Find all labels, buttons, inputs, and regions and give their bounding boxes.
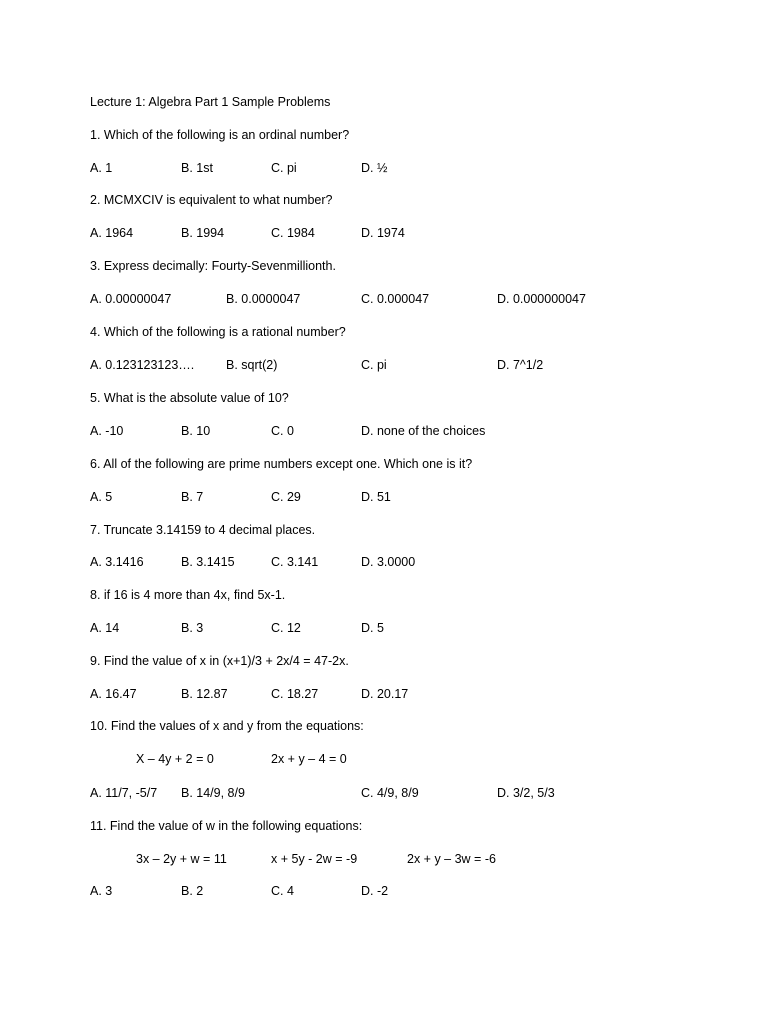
- q3-choice-d: D. 0.000000047: [497, 292, 586, 306]
- q9-choice-d: D. 20.17: [361, 687, 409, 701]
- q6-choice-d: D. 51: [361, 490, 391, 504]
- q11-equation-1: 3x – 2y + w = 11: [136, 852, 227, 866]
- q2-choice-c: C. 1984: [271, 226, 315, 240]
- question-6: 6. All of the following are prime numbers except one. Which one is it?: [90, 457, 473, 471]
- q10-choice-c: C. 4/9, 8/9: [361, 786, 419, 800]
- q1-choice-d: D. ½: [361, 161, 388, 175]
- question-7: 7. Truncate 3.14159 to 4 decimal places.: [90, 523, 316, 537]
- q9-choice-a: A. 16.47: [90, 687, 137, 701]
- q10-equation-1: X – 4y + 2 = 0: [136, 752, 214, 766]
- q11-equation-2: x + 5y - 2w = -9: [271, 852, 358, 866]
- q8-choice-a: A. 14: [90, 621, 120, 635]
- q2-choice-d: D. 1974: [361, 226, 405, 240]
- question-11: 11. Find the value of w in the following equations:: [90, 819, 363, 833]
- q7-choice-c: C. 3.141: [271, 555, 319, 569]
- q10-choice-d: D. 3/2, 5/3: [497, 786, 555, 800]
- q11-choice-c: C. 4: [271, 884, 294, 898]
- q6-choice-c: C. 29: [271, 490, 301, 504]
- question-5: 5. What is the absolute value of 10?: [90, 391, 289, 405]
- q3-choice-a: A. 0.00000047: [90, 292, 172, 306]
- q5-choice-d: D. none of the choices: [361, 424, 486, 438]
- q11-equation-3: 2x + y – 3w = -6: [407, 852, 496, 866]
- q10-equation-2: 2x + y – 4 = 0: [271, 752, 347, 766]
- q6-choice-a: A. 5: [90, 490, 113, 504]
- q11-choice-d: D. -2: [361, 884, 389, 898]
- q1-choice-b: B. 1st: [181, 161, 213, 175]
- q11-choice-b: B. 2: [181, 884, 204, 898]
- q5-choice-a: A. -10: [90, 424, 124, 438]
- q8-choice-d: D. 5: [361, 621, 384, 635]
- q9-choice-b: B. 12.87: [181, 687, 228, 701]
- question-2: 2. MCMXCIV is equivalent to what number?: [90, 193, 333, 207]
- question-1: 1. Which of the following is an ordinal number?: [90, 128, 350, 142]
- question-4: 4. Which of the following is a rational number?: [90, 325, 346, 339]
- q5-choice-c: C. 0: [271, 424, 294, 438]
- question-9: 9. Find the value of x in (x+1)/3 + 2x/4 = 47-2x.: [90, 654, 349, 668]
- q10-choice-b: B. 14/9, 8/9: [181, 786, 245, 800]
- q4-choice-a: A. 0.123123123….: [90, 358, 195, 372]
- q2-choice-b: B. 1994: [181, 226, 225, 240]
- q5-choice-b: B. 10: [181, 424, 211, 438]
- q4-choice-c: C. pi: [361, 358, 387, 372]
- q11-choice-a: A. 3: [90, 884, 113, 898]
- question-8: 8. if 16 is 4 more than 4x, find 5x-1.: [90, 588, 286, 602]
- q7-choice-d: D. 3.0000: [361, 555, 416, 569]
- document-title: Lecture 1: Algebra Part 1 Sample Problems: [90, 95, 331, 109]
- q8-choice-c: C. 12: [271, 621, 301, 635]
- q1-choice-a: A. 1: [90, 161, 113, 175]
- q3-choice-b: B. 0.0000047: [226, 292, 301, 306]
- q10-choice-a: A. 11/7, -5/7: [90, 786, 158, 800]
- q2-choice-a: A. 1964: [90, 226, 134, 240]
- q4-choice-d: D. 7^1/2: [497, 358, 544, 372]
- q7-choice-b: B. 3.1415: [181, 555, 235, 569]
- q6-choice-b: B. 7: [181, 490, 204, 504]
- q4-choice-b: B. sqrt(2): [226, 358, 278, 372]
- q9-choice-c: C. 18.27: [271, 687, 319, 701]
- q3-choice-c: C. 0.000047: [361, 292, 430, 306]
- question-3: 3. Express decimally: Fourty-Sevenmillionth.: [90, 259, 336, 273]
- question-10: 10. Find the values of x and y from the equations:: [90, 719, 364, 733]
- q1-choice-c: C. pi: [271, 161, 297, 175]
- q7-choice-a: A. 3.1416: [90, 555, 144, 569]
- q8-choice-b: B. 3: [181, 621, 204, 635]
